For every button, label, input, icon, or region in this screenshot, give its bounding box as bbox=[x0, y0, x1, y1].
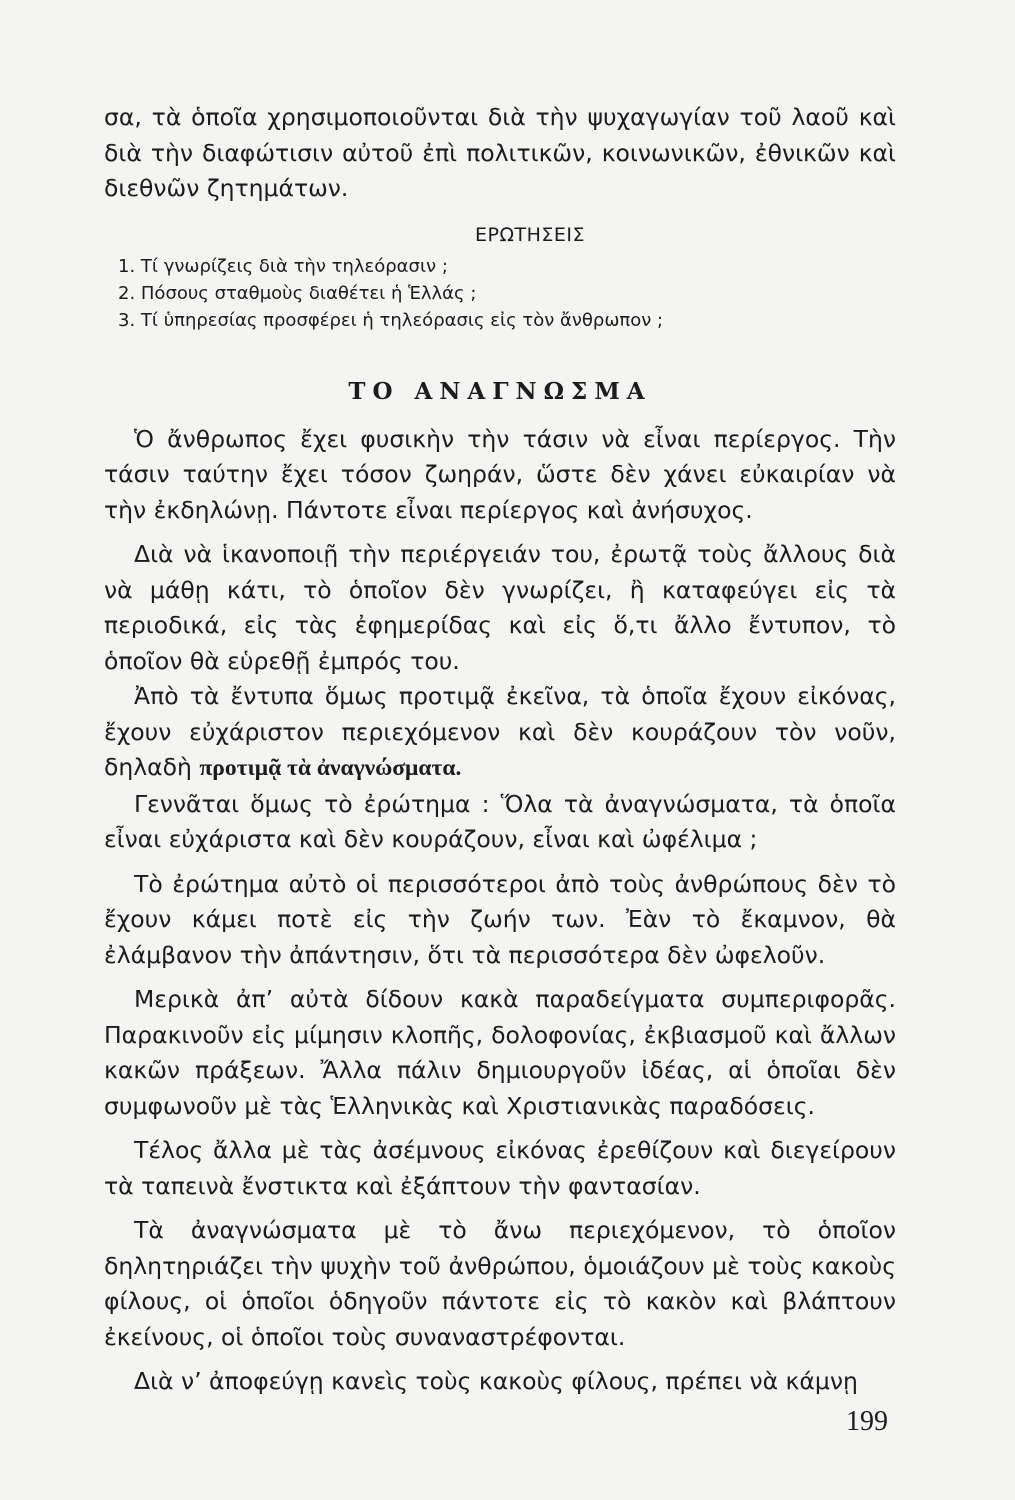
page-body bbox=[104, 100, 896, 1400]
emphasis-text: προτιμᾷ τὰ ἀναγνώσματα. bbox=[199, 755, 462, 781]
section-title: ΤΟ ΑΝΑΓΝΩΣΜΑ bbox=[348, 377, 652, 405]
paragraph-3 bbox=[104, 679, 896, 787]
paragraph-3-text: Ἀπὸ τὰ ἔντυπα ὅμως προτιμᾷ ἐκεῖνα, τὰ ὁποῖα ἔχουν εἰκόνας, ἔχουν εὐχάριστον περιεχόμενον καὶ δὲν κουράζουν τὸν νοῦν, δηλαδὴ bbox=[104, 682, 896, 781]
paragraph-4: Γεννᾶται ὅμως τὸ ἐρώτημα : Ὅλα τὰ ἀναγνώσματα, τὰ ὁποῖα εἶναι εὐχάριστα καὶ δὲν κουράζουν, εἶναι καὶ ὠφέλιμα ; bbox=[104, 789, 896, 853]
intro-paragraph: σα, τὰ ὁποῖα χρησιμοποιοῦνται διὰ τὴν ψυχαγωγίαν τοῦ λαοῦ καὶ διὰ τὴν διαφώτισιν αὐτοῦ ἐπὶ πολιτικῶν, κοινωνικῶν, ἐθνικῶν καὶ διεθνῶν ζητημάτων. bbox=[104, 103, 896, 202]
page-number: 199 bbox=[846, 1406, 888, 1437]
questions-heading: ΕΡΩΤΗΣΕΙΣ bbox=[475, 223, 585, 246]
paragraph-8: Τὰ ἀναγνώσματα μὲ τὸ ἄνω περιεχόμενον, τὸ ὁποῖον δηλητηριάζει τὴν ψυχὴν τοῦ ἀνθρώπου, ὁμοιάζουν μὲ τοὺς κακοὺς φίλους, οἱ ὁποῖοι ὁδηγοῦν πάντοτε εἰς τὸ κακὸν καὶ βλάπτουν ἐκείνους, οἱ ὁποῖοι τοὺς συναναστρέφονται. bbox=[104, 1216, 896, 1351]
paragraph-1: Ὁ ἄνθρωπος ἔχει φυσικὴν τὴν τάσιν νὰ εἶναι περίεργος. Τὴν τάσιν ταύτην ἔχει τόσον ζωηράν, ὥστε δὲν χάνει εὐκαιρίαν νὰ τὴν ἐκδηλώνῃ. Πάντοτε εἶναι περίεργος καὶ ἀνήσυχος. bbox=[104, 424, 896, 524]
question-item: 2. Πόσους σταθμοὺς διαθέτει ἡ Ἑλλάς ; bbox=[118, 282, 477, 304]
paragraph-5: Τὸ ἐρώτημα αὐτὸ οἱ περισσότεροι ἀπὸ τοὺς ἀνθρώπους δὲν τὸ ἔχουν κάμει ποτὲ εἰς τὴν ζωήν των. Ἐὰν τὸ ἔκαμνον, θὰ ἐλάμβανον τὴν ἀπάντησιν, ὅτι τὰ περισσότερα δὲν ὠφελοῦν. bbox=[104, 869, 896, 969]
paragraph-7: Τέλος ἄλλα μὲ τὰς ἀσέμνους εἰκόνας ἐρεθίζουν καὶ διεγείρουν τὰ ταπεινὰ ἔνστικτα καὶ ἐξάπτουν τὴν φαντασίαν. bbox=[104, 1136, 896, 1200]
question-item: 1. Τί γνωρίζεις διὰ τὴν τηλεόρασιν ; bbox=[118, 255, 448, 277]
paragraph-9: Διὰ ν’ ἀποφεύγῃ κανεὶς τοὺς κακοὺς φίλους, πρέπει νὰ κάμνῃ bbox=[134, 1367, 858, 1395]
paragraph-6: Μερικὰ ἀπ’ αὐτὰ δίδουν κακὰ παραδείγματα συμπεριφορᾶς. Παρακινοῦν εἰς μίμησιν κλοπῆς, δολοφονίας, ἐκβιασμοῦ καὶ ἄλλων κακῶν πράξεων. Ἄλλα πάλιν δημιουργοῦν ἰδέας, αἱ ὁποῖαι δὲν συμφωνοῦν μὲ τὰς Ἑλληνικὰς καὶ Χριστιανικὰς παραδόσεις. bbox=[104, 985, 896, 1120]
question-item: 3. Τί ὑπηρεσίας προσφέρει ἡ τηλεόρασις εἰς τὸν ἄνθρωπον ; bbox=[118, 309, 664, 331]
paragraph-2: Διὰ νὰ ἱκανοποιῇ τὴν περιέργειάν του, ἐρωτᾷ τοὺς ἄλλους διὰ νὰ μάθῃ κάτι, τὸ ὁποῖον δὲν γνωρίζει, ἢ καταφεύγει εἰς τὰ περιοδικά, εἰς τὰς ἐφημερίδας καὶ εἰς ὅ,τι ἄλλο ἔντυπον, τὸ ὁποῖον θὰ εὑρεθῇ ἐμπρός του. bbox=[104, 540, 896, 675]
